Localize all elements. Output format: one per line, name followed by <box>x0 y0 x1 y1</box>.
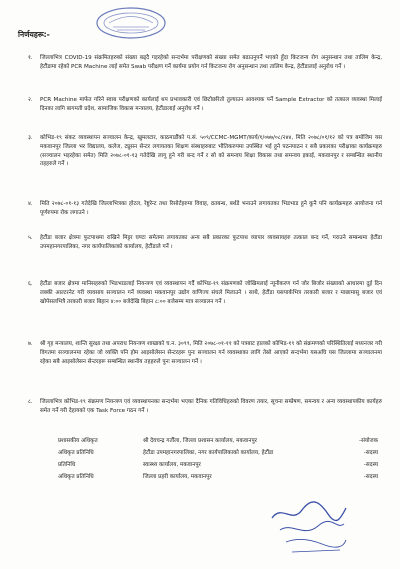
decision-item <box>28 234 382 252</box>
decision-item <box>28 134 382 169</box>
task-force-member: श्री देवचन्द्र गर्तौला, जिल्ला प्रशासन कार्यालय, मकवानपुर <box>143 438 257 444</box>
task-force-position: -सदस्य <box>363 474 378 480</box>
decision-text: श्री गृह मन्त्रालय, शान्ति सुरक्षा तथा अपराध नियन्त्रण शाखाको च.न. ३०९९, मिति २०७८-०१-११ को पत्रबाट हालको कोभिड-१९ को संक्रमणको परिस्थितिलाई मध्यनजर गरी विगतमा सञ्चालनमा रहेका जो व्यक्ति पनि होम आइसोलेसन सेन्टरहरू पुनः सञ्चालन गर्न व्यवस्थाका लागि तेस्रो आएको सन्दर्भमा यसअघि यस जिल्लामा सञ्चालनमा रहेका सबै आइसोलेसन सेन्टरहरू सम्बन्धित स्थानीय तहहरुले पुनः सञ्चालन गर्ने । <box>40 341 382 365</box>
task-force-member: स्वास्थ्य कार्यालय, मकवानपुर <box>143 462 201 468</box>
decision-item <box>28 398 382 416</box>
task-force-role: प्रशासकीय अधिकृत <box>58 438 98 444</box>
decisions-heading: निर्णयहरू:- <box>18 30 50 39</box>
decision-number: ८. <box>28 399 33 405</box>
decision-item <box>28 340 382 366</box>
decision-text: मिति २०७८-०१-१३ गतेदेखि जिल्लाभित्रका होटल, रेष्टुरेन्ट तथा रिसोर्टहरुमा विवाह, व्रतबन्ध, बर्थडे भनाउने लगायतका भिडभाड हुने कुनै पनि कार्यक्रमहरु आयोजना गर्न पूर्णरुपमा रोक लगाउने । <box>40 201 382 216</box>
task-force-position: -सदस्य <box>363 450 378 456</box>
decision-item <box>28 200 382 218</box>
task-force-position: -सदस्य <box>363 462 378 468</box>
task-force-row <box>58 460 378 469</box>
decision-number: ७. <box>28 341 33 347</box>
decision-number: १. <box>28 55 33 61</box>
decision-text: हेटौंडा बजार क्षेत्रमा फुटपाथमा राखिने मिट्टर घण्टा समेतमा लगायतका अन्य सबै प्रकारका फुटपाथ व्यापार व्यवसायहरु तत्काल बन्द गर्ने, गराउने सम्बन्धमा हेटौंडा उपमहानगरपालिका, नगर कार्यपालिकाको कार्यालय, हेटौंडाले गर्ने । <box>40 235 382 250</box>
decision-item <box>28 54 382 72</box>
stamp-seal <box>95 6 167 40</box>
task-force-role: अधिकृत प्रतिनिधि <box>58 474 94 480</box>
task-force-row <box>58 436 378 445</box>
decision-text: जिल्लाभित्र COVID-19 संक्रमितहरुको संख्या बढ्दै गइरहेको सन्दर्भमा परीक्षणको संख्या समेत बढाउनुपर्ने भएको हुँदा किटजन्य रोग अनुसन्धान तथा तालिम केन्द्र, हेटौंडामा रहेको PCR Machine लाई समेत Swab परीक्षण गर्ने कार्यमा प्रयोग गर्न किटजन्य रोग अनुसन्धान तथा तालिम केन्द्र, हेटौंडालाई अनुरोध गर्ने । <box>40 55 382 70</box>
decision-number: २. <box>28 97 33 103</box>
decision-number: ३. <box>28 135 33 141</box>
decision-text: PCR Machine मार्फत गरिने स्वाब परीक्षणको कार्यलाई थप प्रभावकारी एवं छिटोछरितो तुल्याउन आवश्यक पर्ने Sample Extractor को तत्काल व्यवस्था मिलाई दिनका लागि बागमती प्रदेश, सामाजिक विकास मन्त्रालय, हेटौंडालाई अनुरोध गर्ने । <box>40 97 382 112</box>
task-force-role: अधिकृत प्रतिनिधि <box>58 450 94 456</box>
task-force-position: -संयोजक <box>359 438 378 444</box>
task-force-row <box>58 472 378 481</box>
decision-item <box>28 280 382 306</box>
decision-number: ६. <box>28 281 33 287</box>
decision-text: हेटौंडा बजार क्षेत्रमा मानिसहरुको भिडभाडलाई नियन्त्रण एवं व्यवस्थापन गर्दै कोभिड-१९ संक्रमणको जोखिमलाई न्यूनीकरण गर्न जोर बिजोर संख्याको आधारमा दुई दिन लक्की आल्टरनेट गरी व्यवसाय सञ्चालन गर्ने व्यवस्था मकवानपुर उद्योग वाणिज्य संघले मिलाउने । साथै, हेटौंडा यसपार्कभित्र तरकारी बजार र माछामासु बजार एवं खोपेसलभित्रै तरकारी बजार बिहान ४:०० बजेदेखि बिहान ८:०० बजेसम्म मात्र सञ्चालन गर्ने । <box>40 281 382 305</box>
task-force-row <box>58 448 378 457</box>
task-force-role: प्रतिनिधि <box>58 462 76 468</box>
decision-number: ५. <box>28 235 33 241</box>
decision-text: जिल्लाभित्र कोभिड-१९ संक्रमण नियन्त्रण एवं व्यवस्थापनका सन्दर्भमा भएका दैनिक गतिविधिहरुको विवरण तयार, सूचना सम्प्रेषण, समन्वय र अन्य व्यवस्थापकीय कार्यहरु समेत गर्ने गरी देहायको एक Task Force गठन गर्ने । <box>40 399 382 414</box>
signature <box>262 500 352 560</box>
decision-number: ४. <box>28 201 33 207</box>
decision-item <box>28 96 382 114</box>
task-force-member: जिल्ला प्रहरी कार्यालय, मकवानपुर <box>143 474 212 480</box>
task-force-member: हेटौंडा उपमहानगरपालिका, नगर कार्यपालिकाको कार्यालय, हेटौंडा <box>143 450 274 456</box>
decision-text: कोभिड-१९ संकट व्यवस्थापन सञ्चालन केन्द्र, खुमलटार, काठमाडौंको प.सं. ५०९/CCMC-MGMT/कार्य/१/०७७/०८/२४४, मिति २०७८/०१/१२ को पत्र बमोजिम यस मकवानपुर जिल्ला भर विद्यालय, कलेज, ट्युसन सेन्टर लगायतका शिक्षण संस्थाहरुबाट भौतिकरुपमा उपस्थित भई हुने पठनपाठन र सबै प्रकारका परीक्षाका कार्यक्रमहरु (सञ्चालन भइरहेका समेत) मिति २०७८-०१-१३ गतेदेखि लागू हुने गरी बन्द गर्ने र सो को समन्वय शिक्षा विकास तथा समन्वय इकाई, मकवानपुर र सम्बन्धित स्थानीय तहहरुले गर्ने । <box>40 135 382 168</box>
